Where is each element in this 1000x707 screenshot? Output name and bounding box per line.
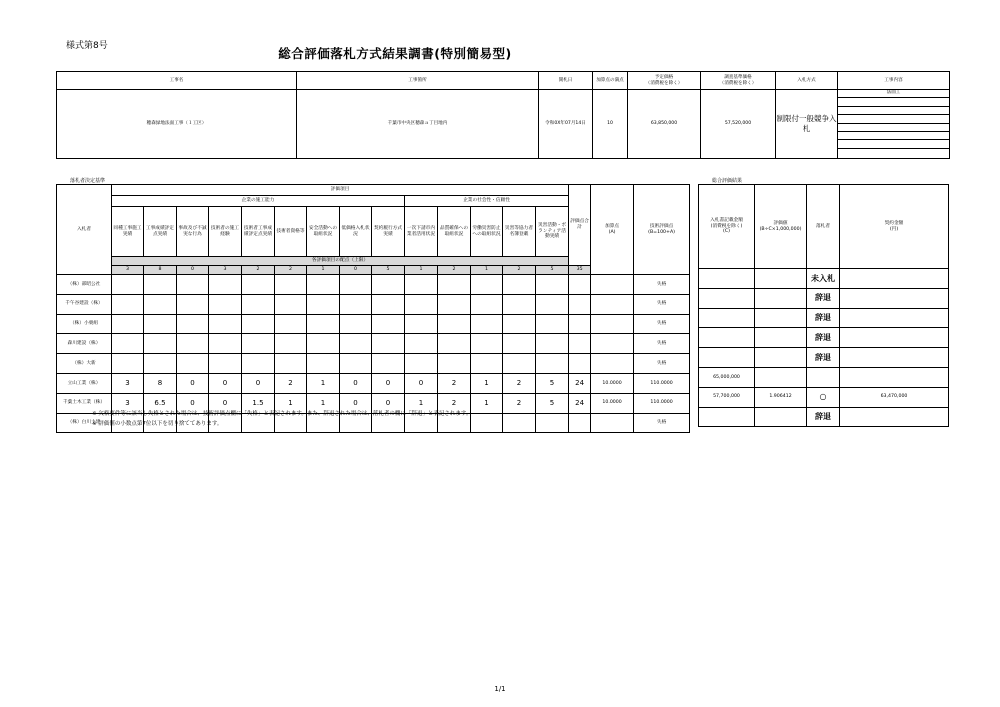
- score-cell: [275, 294, 307, 314]
- score-cell: 5: [536, 373, 569, 393]
- evaluation-table: [56, 184, 690, 433]
- contract-cell: [840, 407, 949, 427]
- table-row: [699, 367, 949, 387]
- tech-score-cell: 失格: [634, 334, 690, 354]
- criterion-header: 技術者資格等: [275, 207, 307, 257]
- score-cell: [503, 275, 536, 295]
- header-content: 工事内容: [838, 72, 950, 90]
- bidder-name: （株）小栗組: [57, 314, 112, 334]
- score-cell: [242, 334, 275, 354]
- value-content: [838, 90, 950, 159]
- score-cell: [503, 294, 536, 314]
- contract-cell: [840, 308, 949, 328]
- contract-cell: [840, 288, 949, 308]
- score-cell: 24: [569, 393, 591, 413]
- value-location: 千葉市中央区穂森ａ丁目地内: [297, 90, 539, 159]
- tech-score-cell: 失格: [634, 314, 690, 334]
- note-line: ※ 評価値の小数点第7位以下を切り捨ててあります。: [92, 420, 223, 427]
- result-caption: 総合評価結果: [712, 178, 743, 184]
- score-cell: [275, 354, 307, 374]
- eval-value-cell: [755, 288, 807, 308]
- weight-cell: 5: [536, 266, 569, 275]
- criterion-header: 技術者の施工経験: [209, 207, 242, 257]
- weight-cell: 0: [177, 266, 209, 275]
- score-cell: [177, 294, 209, 314]
- score-cell: [242, 275, 275, 295]
- score-cell: [275, 314, 307, 334]
- winner-cell: 未入札: [807, 269, 840, 289]
- score-cell: 24: [569, 373, 591, 393]
- score-cell: [536, 275, 569, 295]
- criterion-header: 同種工事施工実績: [112, 207, 144, 257]
- score-cell: 3: [112, 373, 144, 393]
- value-planned-price: 63,850,000: [628, 90, 701, 159]
- bidder-name: （株）大新: [57, 354, 112, 374]
- header-full-score: 加算点の満点: [593, 72, 628, 90]
- planned-price-label: 予定価格: [654, 74, 674, 80]
- table-row: [57, 334, 690, 354]
- score-cell: 1: [471, 373, 503, 393]
- score-cell: 1.5: [242, 393, 275, 413]
- score-cell: [209, 275, 242, 295]
- score-cell: [536, 413, 569, 433]
- content-line: [838, 98, 949, 106]
- add-score-header: [591, 185, 634, 275]
- score-cell: [307, 294, 340, 314]
- score-cell: [307, 275, 340, 295]
- score-cell: [569, 334, 591, 354]
- tech-score-cell: 110.0000: [634, 373, 690, 393]
- eval-value-cell: [755, 328, 807, 348]
- tech-score-label: 技術評価点: [649, 223, 674, 229]
- weight-cell: 5: [372, 266, 405, 275]
- score-cell: [372, 314, 405, 334]
- bidder-header: 入札者: [57, 185, 112, 275]
- score-cell: [438, 294, 471, 314]
- bid-amount-cell: 65,000,000: [699, 367, 755, 387]
- bidder-name: 森川建設（株）: [57, 334, 112, 354]
- score-cell: 1: [405, 393, 438, 413]
- table-row: [699, 269, 949, 289]
- criterion-header: 災害等協力者名簿登載: [503, 207, 536, 257]
- score-cell: [340, 314, 372, 334]
- eval-value-cell: [755, 348, 807, 368]
- score-cell: [471, 334, 503, 354]
- score-cell: [112, 314, 144, 334]
- note-line: ※ 欠格要件等に該当し失格とされた場合は、技術評価点欄に「失格」と表記されます。また、辞退された場合は、落札者の欄に「辞退」と表記されます。: [92, 411, 472, 417]
- document-title: 総合評価落札方式結果調書(特別簡易型): [278, 46, 512, 61]
- criterion-header: 事故及び不誠実な行為: [177, 207, 209, 257]
- score-cell: 6.5: [144, 393, 177, 413]
- min-price-note: （消費税を除く）: [719, 80, 757, 86]
- winner-cell: 辞退: [807, 308, 840, 328]
- work-summary-table: [56, 71, 950, 159]
- eval-value-cell: [755, 367, 807, 387]
- contract-cell: [840, 269, 949, 289]
- bid-amount-label: 入札書記載金額: [710, 218, 743, 224]
- bid-amount-cell: [699, 407, 755, 427]
- weight-cell: 1: [405, 266, 438, 275]
- score-cell: [242, 294, 275, 314]
- content-line: 法面工: [838, 90, 949, 98]
- score-cell: [242, 314, 275, 334]
- score-cell: [372, 294, 405, 314]
- weight-cell: 0: [340, 266, 372, 275]
- eval-value-cell: [755, 269, 807, 289]
- score-cell: [209, 354, 242, 374]
- group-capability: 企業の施工能力: [112, 196, 405, 207]
- table-row: [57, 354, 690, 374]
- score-cell: [438, 354, 471, 374]
- contract-cell: [840, 348, 949, 368]
- score-cell: [471, 275, 503, 295]
- score-cell: [503, 314, 536, 334]
- criterion-header: 災害活動・ボランティア活動実績: [536, 207, 569, 257]
- score-cell: [144, 334, 177, 354]
- eval-value-cell: [755, 308, 807, 328]
- winner-cell: 辞退: [807, 328, 840, 348]
- tech-score-cell: 110.0000: [634, 393, 690, 413]
- score-cell: [471, 314, 503, 334]
- score-cell: [405, 354, 438, 374]
- score-cell: [405, 275, 438, 295]
- score-cell: [503, 334, 536, 354]
- score-cell: 5: [536, 393, 569, 413]
- score-cell: [372, 354, 405, 374]
- score-cell: 2: [438, 373, 471, 393]
- score-cell: 0: [340, 393, 372, 413]
- bid-amount-header: [699, 185, 755, 269]
- score-cell: 1: [471, 393, 503, 413]
- score-cell: [471, 294, 503, 314]
- table-row: [699, 328, 949, 348]
- tech-score-cell: 失格: [634, 275, 690, 295]
- add-score-cell: [591, 413, 634, 433]
- score-cell: [438, 275, 471, 295]
- value-opening-date: 令和0X年07月14日: [539, 90, 593, 159]
- eval-value-sub: (B÷C×1,000,000): [759, 226, 802, 232]
- bid-amount-cell: [699, 269, 755, 289]
- score-cell: [405, 334, 438, 354]
- add-score-cell: [591, 334, 634, 354]
- add-score-cell: [591, 275, 634, 295]
- winner-cell: 辞退: [807, 288, 840, 308]
- score-cell: [569, 314, 591, 334]
- table-row: [57, 294, 690, 314]
- score-cell: [405, 294, 438, 314]
- weight-cell: 2: [503, 266, 536, 275]
- page-number: 1/1: [494, 685, 506, 693]
- value-full-score: 10: [593, 90, 628, 159]
- content-line: [838, 124, 949, 132]
- contract-cell: 63,470,000: [840, 387, 949, 407]
- content-line: [838, 132, 949, 140]
- value-method: 制限付一般競争入札: [776, 90, 838, 159]
- value-min-price: 57,520,000: [701, 90, 776, 159]
- winner-cell: 辞退: [807, 407, 840, 427]
- score-cell: 8: [144, 373, 177, 393]
- result-table: [698, 184, 949, 427]
- score-cell: 0: [340, 373, 372, 393]
- score-cell: [569, 413, 591, 433]
- winner-cell: 辞退: [807, 348, 840, 368]
- group-social: 企業の社会性・信頼性: [405, 196, 569, 207]
- table-row: [699, 288, 949, 308]
- score-cell: [438, 334, 471, 354]
- tech-score-cell: 失格: [634, 413, 690, 433]
- criterion-header: 品質確保への取組状況: [438, 207, 471, 257]
- score-cell: [340, 334, 372, 354]
- score-cell: [177, 314, 209, 334]
- score-cell: [340, 275, 372, 295]
- weight-cell: 2: [242, 266, 275, 275]
- form-number: 様式第8号: [66, 41, 108, 51]
- score-cell: 0: [372, 393, 405, 413]
- score-cell: [112, 294, 144, 314]
- planned-price-note: （消費税を除く）: [645, 80, 683, 86]
- add-score-cell: [591, 354, 634, 374]
- header-method: 入札方式: [776, 72, 838, 90]
- score-cell: [569, 294, 591, 314]
- table-row: [57, 373, 690, 393]
- score-cell: [536, 334, 569, 354]
- add-score-cell: [591, 314, 634, 334]
- header-location: 工事箇所: [297, 72, 539, 90]
- add-score-label: 加算点: [605, 223, 620, 229]
- score-cell: [536, 294, 569, 314]
- bid-amount-sub: (C): [723, 229, 730, 235]
- score-cell: [340, 354, 372, 374]
- score-cell: [340, 294, 372, 314]
- score-cell: [503, 354, 536, 374]
- score-cell: [569, 275, 591, 295]
- tech-score-cell: 失格: [634, 354, 690, 374]
- weight-cell: 8: [144, 266, 177, 275]
- add-score-cell: [591, 294, 634, 314]
- score-cell: [209, 314, 242, 334]
- score-cell: [275, 334, 307, 354]
- bid-amount-note: (消費税を除く): [710, 223, 743, 229]
- contract-header: [840, 185, 949, 269]
- bid-amount-cell: [699, 308, 755, 328]
- winner-header: 落札者: [807, 185, 840, 269]
- contract-sub: (円): [889, 226, 899, 232]
- score-cell: 1: [307, 373, 340, 393]
- winner-cell: [807, 367, 840, 387]
- score-cell: [471, 354, 503, 374]
- total-header: 評価点合計: [569, 185, 591, 266]
- content-line: [838, 107, 949, 115]
- score-cell: [144, 275, 177, 295]
- tech-score-header: [634, 185, 690, 275]
- weight-cell: 3: [112, 266, 144, 275]
- score-cell: 0: [405, 373, 438, 393]
- weight-cell: 35: [569, 266, 591, 275]
- score-cell: 1: [307, 393, 340, 413]
- score-cell: 1: [275, 393, 307, 413]
- score-cell: [209, 294, 242, 314]
- value-work-name: 穂森緑地法面工事（１工区）: [57, 90, 297, 159]
- weight-cell: 2: [275, 266, 307, 275]
- content-line: [838, 149, 949, 157]
- score-cell: [177, 354, 209, 374]
- criterion-header: 安全活動への取組状況: [307, 207, 340, 257]
- score-cell: [307, 354, 340, 374]
- weight-cell: 3: [209, 266, 242, 275]
- score-cell: [112, 334, 144, 354]
- header-planned-price: [628, 72, 701, 90]
- table-row: [699, 308, 949, 328]
- table-row: [57, 314, 690, 334]
- winner-cell: ○: [807, 387, 840, 407]
- score-cell: [144, 294, 177, 314]
- criterion-header: 技術者工事成績評定点実績: [242, 207, 275, 257]
- eval-value-cell: 1.906412: [755, 387, 807, 407]
- bidder-name: 立山工業（株）: [57, 373, 112, 393]
- contract-cell: [840, 367, 949, 387]
- add-score-cell: 10.0000: [591, 393, 634, 413]
- header-opening-date: 開札日: [539, 72, 593, 90]
- score-cell: [144, 314, 177, 334]
- contract-label: 契約金額: [884, 220, 904, 226]
- table-row: [57, 275, 690, 295]
- score-cell: 2: [503, 373, 536, 393]
- tech-score-sub: (B=100+A): [648, 229, 676, 235]
- notes: [92, 410, 471, 429]
- criterion-header: 一次下請市内業者活用状況: [405, 207, 438, 257]
- score-cell: [177, 275, 209, 295]
- score-cell: [307, 334, 340, 354]
- bidder-name: （株）部昭公社: [57, 275, 112, 295]
- bid-amount-cell: [699, 348, 755, 368]
- score-cell: 2: [275, 373, 307, 393]
- score-cell: [275, 275, 307, 295]
- criterion-header: 契約履行方式実績: [372, 207, 405, 257]
- tech-score-cell: 失格: [634, 294, 690, 314]
- score-cell: [471, 413, 503, 433]
- score-cell: [372, 275, 405, 295]
- score-cell: 2: [438, 393, 471, 413]
- eval-value-cell: [755, 407, 807, 427]
- score-cell: 0: [242, 373, 275, 393]
- criterion-header: 労働災害防止への取組状況: [471, 207, 503, 257]
- eval-value-header: [755, 185, 807, 269]
- weight-caption: 各評価項目の配点（上限）: [112, 257, 569, 266]
- bid-amount-cell: [699, 328, 755, 348]
- score-cell: 2: [503, 393, 536, 413]
- score-cell: [503, 413, 536, 433]
- weight-cell: 2: [438, 266, 471, 275]
- score-cell: 0: [372, 373, 405, 393]
- score-cell: 0: [209, 393, 242, 413]
- score-cell: [209, 334, 242, 354]
- score-cell: [242, 354, 275, 374]
- score-cell: [536, 354, 569, 374]
- eval-value-label: 評価値: [773, 220, 788, 226]
- header-work-name: 工事名: [57, 72, 297, 90]
- criteria-caption: 落札者決定基準: [70, 178, 106, 184]
- criterion-header: 低価格入札状況: [340, 207, 372, 257]
- score-cell: [438, 314, 471, 334]
- weight-cell: 1: [471, 266, 503, 275]
- bidder-name: （株）白川土建: [57, 413, 112, 433]
- score-cell: 0: [209, 373, 242, 393]
- criterion-header: 工事成績評定点実績: [144, 207, 177, 257]
- header-min-price: [701, 72, 776, 90]
- bidder-name: 千午谷建設（株）: [57, 294, 112, 314]
- min-price-label: 調査基準価格: [724, 74, 752, 80]
- weight-cell: 1: [307, 266, 340, 275]
- table-row: [699, 407, 949, 427]
- bid-amount-cell: [699, 288, 755, 308]
- content-line: [838, 115, 949, 123]
- add-score-cell: 10.0000: [591, 373, 634, 393]
- score-cell: [569, 354, 591, 374]
- score-cell: [112, 275, 144, 295]
- score-cell: 0: [177, 373, 209, 393]
- bid-amount-cell: 57,700,000: [699, 387, 755, 407]
- bidder-name: 千葉土木工業（株）: [57, 393, 112, 413]
- score-cell: [177, 334, 209, 354]
- items-header: 評価項目: [112, 185, 569, 196]
- score-cell: 0: [177, 393, 209, 413]
- score-cell: [372, 334, 405, 354]
- score-cell: [307, 314, 340, 334]
- content-line: [838, 140, 949, 148]
- score-cell: [405, 314, 438, 334]
- score-cell: 3: [112, 393, 144, 413]
- table-row: [699, 348, 949, 368]
- table-row: [699, 387, 949, 407]
- contract-cell: [840, 328, 949, 348]
- add-score-sub: (A): [608, 229, 616, 235]
- score-cell: [112, 354, 144, 374]
- score-cell: [536, 314, 569, 334]
- score-cell: [144, 354, 177, 374]
